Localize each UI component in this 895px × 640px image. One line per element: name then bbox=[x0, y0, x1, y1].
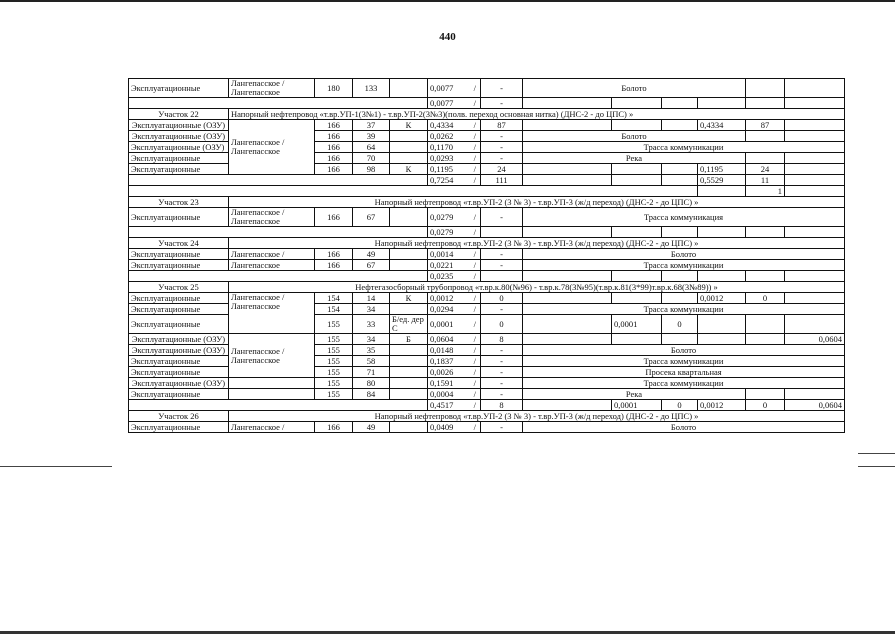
cell-kv: 155 bbox=[315, 356, 353, 367]
cell-empty bbox=[746, 98, 785, 109]
cell-type: Эксплуатационные bbox=[129, 164, 229, 175]
cell-empty bbox=[662, 120, 698, 131]
cell-type: Эксплуатационные (ОЗУ) bbox=[129, 120, 229, 131]
cell-n: - bbox=[481, 142, 523, 153]
cell-kv: 166 bbox=[315, 249, 353, 260]
cell-n: 8 bbox=[481, 400, 523, 411]
cell-kv: 155 bbox=[315, 315, 353, 334]
cell-empty bbox=[785, 271, 845, 282]
cell-kv: 166 bbox=[315, 422, 353, 433]
cell-type: Эксплуатационные bbox=[129, 315, 229, 334]
cell-vyd: 64 bbox=[353, 142, 390, 153]
cell-kv: 166 bbox=[315, 260, 353, 271]
cell-empty bbox=[612, 164, 662, 175]
cell-type: Эксплуатационные bbox=[129, 208, 229, 227]
cell-area: 0,0077 bbox=[430, 97, 454, 108]
cell-note: Трасса коммуникации bbox=[523, 304, 845, 315]
scan-artifact-line bbox=[858, 466, 895, 467]
cell-vyd: 34 bbox=[353, 334, 390, 345]
table-row bbox=[129, 389, 845, 400]
table-row bbox=[129, 334, 845, 345]
cell-place: Лангепасское / Лангепасское bbox=[229, 120, 315, 175]
cell-area: 0,0409 bbox=[430, 421, 454, 432]
cell-empty bbox=[481, 227, 523, 238]
cell-type: Эксплуатационные (ОЗУ) bbox=[129, 345, 229, 356]
cell-empty bbox=[612, 175, 662, 186]
cell-kv: 166 bbox=[315, 142, 353, 153]
cell-empty bbox=[698, 227, 746, 238]
cell-x2: 0 bbox=[662, 315, 698, 334]
cell-n: 87 bbox=[481, 120, 523, 131]
section-header bbox=[129, 197, 845, 208]
cell-cat: К bbox=[390, 293, 428, 304]
cell-empty bbox=[698, 98, 746, 109]
cell-area: 0,1195 bbox=[430, 163, 454, 174]
cell-empty bbox=[390, 356, 428, 367]
cell-area: 0,1170 bbox=[430, 141, 454, 152]
page-number: 440 bbox=[439, 31, 456, 43]
cell-empty bbox=[523, 400, 612, 411]
cell-area: 0,0294 bbox=[430, 303, 454, 314]
cell-n: - bbox=[481, 131, 523, 142]
cell-kv: 155 bbox=[315, 378, 353, 389]
cell-n: - bbox=[481, 249, 523, 260]
cell-x2: 11 bbox=[746, 175, 785, 186]
cell-empty bbox=[785, 120, 845, 131]
cell-kv: 155 bbox=[315, 367, 353, 378]
section-title: Напорный нефтепровод «т.вр.УП-2 (3 № 3) - т.вр.УП-3 (ж/д переход) (ДНС-2 - до ЦПС) » bbox=[229, 197, 845, 208]
cell-empty bbox=[523, 334, 612, 345]
cell-place: Лангепасское / bbox=[229, 249, 315, 260]
cell-type: Эксплуатационные bbox=[129, 356, 229, 367]
cell-empty bbox=[390, 304, 428, 315]
cell-vyd: 37 bbox=[353, 120, 390, 131]
cell-empty bbox=[129, 227, 428, 238]
slash: / bbox=[473, 377, 476, 388]
cell-area: 0,0604 bbox=[430, 333, 454, 344]
table-row-total bbox=[129, 186, 845, 197]
table-row bbox=[129, 378, 845, 389]
cell-n: - bbox=[481, 356, 523, 367]
cell-cat: К bbox=[390, 120, 428, 131]
cell-n: - bbox=[481, 79, 523, 98]
cell-note: Река bbox=[523, 153, 746, 164]
cell-area: 0,0148 bbox=[430, 344, 454, 355]
cell-area: 0,0077 bbox=[430, 82, 454, 93]
cell-place: Лангепасское / Лангепасское bbox=[229, 79, 315, 98]
cell-vyd: 67 bbox=[353, 208, 390, 227]
slash: / bbox=[473, 97, 476, 108]
cell-empty bbox=[523, 293, 612, 304]
cell-empty bbox=[481, 271, 523, 282]
cell-place: Лангепасское / Лангепасское bbox=[229, 208, 315, 227]
cell-type: Эксплуатационные (ОЗУ) bbox=[129, 378, 229, 389]
slash: / bbox=[473, 211, 476, 222]
cell-area: 0,0012 bbox=[430, 292, 454, 303]
section-title: Напорный нефтепровод «т.вр.УП-2 (3 № 3) - т.вр.УП-3 (ж/д переход) (ДНС-2 - до ЦПС) » bbox=[229, 238, 845, 249]
cell-empty bbox=[698, 186, 746, 197]
cell-note: Трасса коммуникации bbox=[523, 260, 845, 271]
cell-empty bbox=[785, 227, 845, 238]
cell-empty bbox=[785, 293, 845, 304]
cell-x2: 87 bbox=[746, 120, 785, 131]
cell-empty bbox=[785, 315, 845, 334]
slash: / bbox=[473, 366, 476, 377]
cell-note: Река bbox=[523, 389, 746, 400]
cell-vyd: 67 bbox=[353, 260, 390, 271]
cell-type: Эксплуатационные bbox=[129, 422, 229, 433]
cell-empty bbox=[229, 378, 315, 389]
cell-empty bbox=[746, 153, 785, 164]
cell-area: 0,7254 bbox=[430, 174, 454, 185]
cell-empty bbox=[390, 389, 428, 400]
cell-area: 0,0004 bbox=[430, 388, 454, 399]
cell-type: Эксплуатационные bbox=[129, 153, 229, 164]
cell-kv: 166 bbox=[315, 164, 353, 175]
cell-empty bbox=[390, 260, 428, 271]
top-rule bbox=[0, 0, 895, 2]
cell-b1: 0,0012 bbox=[698, 400, 746, 411]
cell-vyd: 34 bbox=[353, 304, 390, 315]
cell-place: Лангепасское bbox=[229, 260, 315, 271]
cell-empty bbox=[612, 98, 662, 109]
cell-n: - bbox=[481, 208, 523, 227]
cell-vyd: 35 bbox=[353, 345, 390, 356]
cell-empty bbox=[785, 98, 845, 109]
cell-empty bbox=[612, 271, 662, 282]
cell-x1: 0,4334 bbox=[698, 120, 746, 131]
table-row-total bbox=[129, 400, 845, 411]
cell-empty bbox=[785, 186, 845, 197]
cell-empty bbox=[523, 98, 612, 109]
cell-type: Эксплуатационные bbox=[129, 260, 229, 271]
section-header bbox=[129, 411, 845, 422]
cell-area: 0,0014 bbox=[430, 248, 454, 259]
cell-empty bbox=[746, 334, 785, 345]
cell-empty bbox=[129, 186, 698, 197]
cell-note: Трасса коммуникация bbox=[523, 208, 845, 227]
cell-kv: 155 bbox=[315, 334, 353, 345]
cell-empty bbox=[746, 227, 785, 238]
slash: / bbox=[473, 259, 476, 270]
cell-empty bbox=[746, 131, 785, 142]
cell-n: - bbox=[481, 98, 523, 109]
cell-empty bbox=[523, 315, 612, 334]
slash: / bbox=[473, 318, 476, 329]
table-row bbox=[129, 208, 845, 227]
cell-n: - bbox=[481, 389, 523, 400]
cell-empty bbox=[523, 271, 612, 282]
cell-area: 0,4517 bbox=[430, 399, 454, 410]
cell-type: Эксплуатационные bbox=[129, 367, 229, 378]
cell-area: 0,1591 bbox=[430, 377, 454, 388]
cell-type: Эксплуатационные (ОЗУ) bbox=[129, 131, 229, 142]
cell-n: 8 bbox=[481, 334, 523, 345]
table-row-total bbox=[129, 98, 845, 109]
cell-kv: 154 bbox=[315, 304, 353, 315]
cell-area: 0,0279 bbox=[430, 211, 454, 222]
cell-a2: 0 bbox=[662, 400, 698, 411]
section-header bbox=[129, 282, 845, 293]
table-row-total bbox=[129, 175, 845, 186]
cell-empty bbox=[390, 131, 428, 142]
cell-empty bbox=[746, 79, 785, 98]
cell-type: Эксплуатационные bbox=[129, 389, 229, 400]
cell-area: 0,0221 bbox=[430, 259, 454, 270]
cell-n: - bbox=[481, 260, 523, 271]
cell-area: 0,0293 bbox=[430, 152, 454, 163]
table-row bbox=[129, 249, 845, 260]
cell-n: - bbox=[481, 153, 523, 164]
slash: / bbox=[473, 130, 476, 141]
cell-empty bbox=[523, 227, 612, 238]
cell-type: Эксплуатационные bbox=[129, 79, 229, 98]
cell-empty bbox=[662, 293, 698, 304]
cell-empty bbox=[785, 79, 845, 98]
cell-empty bbox=[612, 120, 662, 131]
slash: / bbox=[473, 226, 476, 237]
table-row-total bbox=[129, 271, 845, 282]
cell-kv: 166 bbox=[315, 120, 353, 131]
slash: / bbox=[473, 152, 476, 163]
cell-n: - bbox=[481, 367, 523, 378]
cell-vyd: 98 bbox=[353, 164, 390, 175]
cell-note: Болото bbox=[523, 79, 746, 98]
cell-empty bbox=[612, 334, 662, 345]
cell-note: Болото bbox=[523, 249, 845, 260]
bottom-rule bbox=[0, 631, 895, 634]
cell-type: Эксплуатационные bbox=[129, 249, 229, 260]
forest-plot-table bbox=[128, 78, 845, 433]
cell-x2: 0 bbox=[746, 293, 785, 304]
cell-vyd: 14 bbox=[353, 293, 390, 304]
cell-x1: 0,0012 bbox=[698, 293, 746, 304]
cell-a1: 0,0001 bbox=[612, 400, 662, 411]
cell-empty bbox=[698, 315, 746, 334]
cell-x1: 0,5529 bbox=[698, 175, 746, 186]
cell-kv: 166 bbox=[315, 131, 353, 142]
cell-note: Трасса коммуникации bbox=[523, 356, 845, 367]
cell-kv: 155 bbox=[315, 345, 353, 356]
cell-x1: 0,1195 bbox=[698, 164, 746, 175]
slash: / bbox=[473, 163, 476, 174]
cell-x3: 1 bbox=[746, 186, 785, 197]
cell-empty bbox=[129, 271, 428, 282]
cell-type: Эксплуатационные bbox=[129, 304, 229, 315]
slash: / bbox=[473, 119, 476, 130]
slash: / bbox=[473, 399, 476, 410]
slash: / bbox=[473, 292, 476, 303]
cell-empty bbox=[523, 164, 612, 175]
scan-artifact-line bbox=[0, 466, 112, 467]
cell-c1: 0,0604 bbox=[785, 400, 845, 411]
cell-n: 111 bbox=[481, 175, 523, 186]
table-row-total bbox=[129, 227, 845, 238]
cell-empty bbox=[785, 175, 845, 186]
cell-place: Лангепасское / bbox=[229, 422, 315, 433]
cell-cat: Б bbox=[390, 334, 428, 345]
cell-empty bbox=[390, 249, 428, 260]
table-row bbox=[129, 260, 845, 271]
cell-empty bbox=[785, 131, 845, 142]
cell-n: - bbox=[481, 378, 523, 389]
slash: / bbox=[473, 355, 476, 366]
section-label: Участок 25 bbox=[129, 282, 229, 293]
slash: / bbox=[473, 270, 476, 281]
cell-area: 0,0026 bbox=[430, 366, 454, 377]
cell-type: Эксплуатационные bbox=[129, 293, 229, 304]
cell-empty bbox=[612, 227, 662, 238]
cell-n: 0 bbox=[481, 315, 523, 334]
cell-empty bbox=[129, 98, 428, 109]
slash: / bbox=[473, 333, 476, 344]
cell-empty bbox=[523, 175, 612, 186]
cell-note: Болото bbox=[523, 131, 746, 142]
section-title: Нефтегазосборный трубопровод «т.вр.к.80(№96) - т.вр.к.78(3№95)(т.вр.к.81(3*99)т.вр.к.68(3№89)) » bbox=[229, 282, 845, 293]
table-row bbox=[129, 293, 845, 304]
slash: / bbox=[473, 303, 476, 314]
cell-x2: 24 bbox=[746, 164, 785, 175]
slash: / bbox=[473, 248, 476, 259]
cell-empty bbox=[662, 227, 698, 238]
cell-empty bbox=[129, 175, 428, 186]
cell-area: 0,4334 bbox=[430, 119, 454, 130]
section-title: Напорный нефтепровод «т.вр.УП-2 (3 № 3) - т.вр.УП-3 (ж/д переход) (ДНС-2 - до ЦПС) » bbox=[229, 411, 845, 422]
cell-n: 24 bbox=[481, 164, 523, 175]
scan-artifact-line bbox=[858, 453, 895, 454]
cell-type: Эксплуатационные (ОЗУ) bbox=[129, 142, 229, 153]
cell-cat bbox=[390, 79, 428, 98]
cell-kv: 180 bbox=[315, 79, 353, 98]
cell-area: 0,0235 bbox=[430, 270, 454, 281]
cell-place: Лангепасское / Лангепасское bbox=[229, 334, 315, 378]
cell-cat: Б/ед. дер С bbox=[390, 315, 428, 334]
cell-empty bbox=[785, 389, 845, 400]
cell-area: 0,0262 bbox=[430, 130, 454, 141]
cell-x1: 0,0604 bbox=[785, 334, 845, 345]
cell-empty bbox=[785, 153, 845, 164]
cell-area: 0,0001 bbox=[430, 318, 454, 329]
slash: / bbox=[473, 421, 476, 432]
cell-vyd: 80 bbox=[353, 378, 390, 389]
cell-area: 0,1837 bbox=[430, 355, 454, 366]
cell-empty bbox=[662, 271, 698, 282]
section-title: Напорный нефтепровод «т.вр.УП-1(3№1) - т.вр.УП-2(3№3)(полв. переход основная нитка) (ДНС-2 - до ЦПС) » bbox=[229, 109, 845, 120]
section-header bbox=[129, 238, 845, 249]
cell-vyd: 70 bbox=[353, 153, 390, 164]
cell-place: Лангепасское / Лангепасское bbox=[229, 293, 315, 334]
cell-empty bbox=[390, 142, 428, 153]
cell-vyd: 71 bbox=[353, 367, 390, 378]
cell-empty bbox=[390, 378, 428, 389]
slash: / bbox=[473, 388, 476, 399]
cell-kv: 155 bbox=[315, 389, 353, 400]
cell-n: - bbox=[481, 422, 523, 433]
slash: / bbox=[473, 174, 476, 185]
cell-empty bbox=[662, 98, 698, 109]
cell-empty bbox=[662, 164, 698, 175]
cell-n: - bbox=[481, 304, 523, 315]
cell-empty bbox=[129, 400, 428, 411]
cell-kv: 166 bbox=[315, 153, 353, 164]
cell-empty bbox=[698, 271, 746, 282]
cell-vyd: 33 bbox=[353, 315, 390, 334]
cell-cat: К bbox=[390, 164, 428, 175]
cell-empty bbox=[229, 389, 315, 400]
cell-n: - bbox=[481, 345, 523, 356]
cell-kv: 154 bbox=[315, 293, 353, 304]
cell-b2: 0 bbox=[746, 400, 785, 411]
cell-note: Трасса коммуникации bbox=[523, 142, 845, 153]
cell-empty bbox=[698, 334, 746, 345]
section-label: Участок 26 bbox=[129, 411, 229, 422]
cell-note: Просека квартальная bbox=[523, 367, 845, 378]
cell-vyd: 49 bbox=[353, 422, 390, 433]
cell-empty bbox=[390, 367, 428, 378]
cell-note: Трасса коммуникации bbox=[523, 378, 845, 389]
cell-type: Эксплуатационные (ОЗУ) bbox=[129, 334, 229, 345]
slash: / bbox=[473, 82, 476, 93]
cell-kv: 166 bbox=[315, 208, 353, 227]
cell-vyd: 39 bbox=[353, 131, 390, 142]
cell-vyd: 133 bbox=[353, 79, 390, 98]
cell-empty bbox=[785, 164, 845, 175]
section-header bbox=[129, 109, 845, 120]
cell-area: 0,0279 bbox=[430, 226, 454, 237]
slash: / bbox=[473, 344, 476, 355]
section-label: Участок 23 bbox=[129, 197, 229, 208]
cell-empty bbox=[390, 345, 428, 356]
slash: / bbox=[473, 141, 476, 152]
table-row bbox=[129, 120, 845, 131]
cell-vyd: 58 bbox=[353, 356, 390, 367]
cell-empty bbox=[523, 120, 612, 131]
cell-empty bbox=[390, 422, 428, 433]
cell-vyd: 84 bbox=[353, 389, 390, 400]
section-label: Участок 24 bbox=[129, 238, 229, 249]
cell-note: Болото bbox=[523, 422, 845, 433]
cell-empty bbox=[746, 389, 785, 400]
table-row bbox=[129, 422, 845, 433]
cell-empty bbox=[746, 315, 785, 334]
cell-empty bbox=[390, 208, 428, 227]
cell-empty bbox=[662, 175, 698, 186]
table-row bbox=[129, 79, 845, 98]
cell-note: Болото bbox=[523, 345, 845, 356]
cell-x1: 0,0001 bbox=[612, 315, 662, 334]
cell-empty bbox=[746, 271, 785, 282]
section-label: Участок 22 bbox=[129, 109, 229, 120]
cell-vyd: 49 bbox=[353, 249, 390, 260]
cell-empty bbox=[390, 153, 428, 164]
cell-empty bbox=[662, 334, 698, 345]
cell-empty bbox=[612, 293, 662, 304]
cell-n: 0 bbox=[481, 293, 523, 304]
